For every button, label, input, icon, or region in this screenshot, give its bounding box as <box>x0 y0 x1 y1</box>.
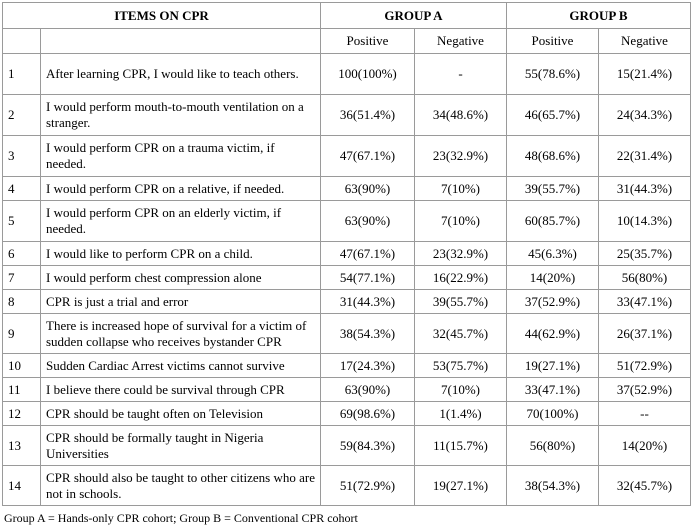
items-header: ITEMS ON CPR <box>3 3 321 29</box>
group-b-negative: -- <box>599 402 691 426</box>
group-a-negative: 7(10%) <box>415 177 507 201</box>
row-item: I would perform CPR on a trauma victim, if needed. <box>41 136 321 177</box>
row-item: I would perform chest compression alone <box>41 266 321 290</box>
group-b-negative: 51(72.9%) <box>599 354 691 378</box>
row-number: 4 <box>3 177 41 201</box>
row-number: 13 <box>3 426 41 466</box>
group-a-positive: 63(90%) <box>321 378 415 402</box>
group-a-negative: 1(1.4%) <box>415 402 507 426</box>
group-b-negative: 24(34.3%) <box>599 95 691 136</box>
table-row <box>3 402 691 426</box>
table-row <box>3 314 691 354</box>
table-row <box>3 426 691 466</box>
row-number: 7 <box>3 266 41 290</box>
group-b-header: GROUP B <box>507 3 691 29</box>
group-b-positive: 37(52.9%) <box>507 290 599 314</box>
group-a-negative-header: Negative <box>415 29 507 54</box>
group-b-positive: 55(78.6%) <box>507 54 599 95</box>
group-a-negative: 34(48.6%) <box>415 95 507 136</box>
table-row <box>3 466 691 506</box>
group-a-positive: 36(51.4%) <box>321 95 415 136</box>
group-a-positive: 59(84.3%) <box>321 426 415 466</box>
row-number: 9 <box>3 314 41 354</box>
row-item: CPR should also be taught to other citizens who are not in schools. <box>41 466 321 506</box>
group-a-positive: 17(24.3%) <box>321 354 415 378</box>
row-number: 11 <box>3 378 41 402</box>
group-b-positive: 19(27.1%) <box>507 354 599 378</box>
table-row <box>3 354 691 378</box>
group-b-negative: 56(80%) <box>599 266 691 290</box>
table-row <box>3 378 691 402</box>
group-a-positive: 38(54.3%) <box>321 314 415 354</box>
group-a-negative: 19(27.1%) <box>415 466 507 506</box>
group-b-positive: 39(55.7%) <box>507 177 599 201</box>
row-number: 2 <box>3 95 41 136</box>
table-row <box>3 266 691 290</box>
row-item: I believe there could be survival through CPR <box>41 378 321 402</box>
group-b-positive: 70(100%) <box>507 402 599 426</box>
row-item: CPR should be formally taught in Nigeria Universities <box>41 426 321 466</box>
row-item: I would perform mouth-to-mouth ventilation on a stranger. <box>41 95 321 136</box>
group-a-positive: 100(100%) <box>321 54 415 95</box>
group-b-positive: 44(62.9%) <box>507 314 599 354</box>
group-b-negative: 22(31.4%) <box>599 136 691 177</box>
table-row <box>3 290 691 314</box>
group-a-header: GROUP A <box>321 3 507 29</box>
row-item: I would perform CPR on a relative, if needed. <box>41 177 321 201</box>
group-a-negative: 23(32.9%) <box>415 242 507 266</box>
row-item: Sudden Cardiac Arrest victims cannot survive <box>41 354 321 378</box>
group-a-negative: 16(22.9%) <box>415 266 507 290</box>
group-b-negative-header: Negative <box>599 29 691 54</box>
table-row <box>3 177 691 201</box>
group-b-negative: 10(14.3%) <box>599 201 691 242</box>
group-b-positive: 33(47.1%) <box>507 378 599 402</box>
group-a-positive: 63(90%) <box>321 177 415 201</box>
table-subheader-row <box>3 29 691 54</box>
table-row <box>3 54 691 95</box>
row-number: 3 <box>3 136 41 177</box>
group-b-positive: 14(20%) <box>507 266 599 290</box>
blank-item-header <box>41 29 321 54</box>
row-item: After learning CPR, I would like to teach others. <box>41 54 321 95</box>
group-b-negative: 14(20%) <box>599 426 691 466</box>
blank-num-header <box>3 29 41 54</box>
table-row <box>3 201 691 242</box>
group-b-positive: 45(6.3%) <box>507 242 599 266</box>
row-number: 8 <box>3 290 41 314</box>
group-b-negative: 32(45.7%) <box>599 466 691 506</box>
group-b-positive: 60(85.7%) <box>507 201 599 242</box>
row-number: 10 <box>3 354 41 378</box>
table-row <box>3 242 691 266</box>
group-a-positive: 47(67.1%) <box>321 136 415 177</box>
group-a-negative: 7(10%) <box>415 201 507 242</box>
group-b-positive-header: Positive <box>507 29 599 54</box>
group-a-positive: 54(77.1%) <box>321 266 415 290</box>
row-number: 1 <box>3 54 41 95</box>
group-a-positive: 47(67.1%) <box>321 242 415 266</box>
group-a-negative: 23(32.9%) <box>415 136 507 177</box>
row-number: 5 <box>3 201 41 242</box>
group-a-negative: 53(75.7%) <box>415 354 507 378</box>
cpr-items-table <box>2 2 691 506</box>
group-a-negative: 32(45.7%) <box>415 314 507 354</box>
row-item: CPR is just a trial and error <box>41 290 321 314</box>
group-b-negative: 26(37.1%) <box>599 314 691 354</box>
group-a-negative: 39(55.7%) <box>415 290 507 314</box>
group-a-negative: 11(15.7%) <box>415 426 507 466</box>
group-b-negative: 15(21.4%) <box>599 54 691 95</box>
group-a-positive: 69(98.6%) <box>321 402 415 426</box>
group-a-negative: - <box>415 54 507 95</box>
group-a-positive: 63(90%) <box>321 201 415 242</box>
group-b-positive: 48(68.6%) <box>507 136 599 177</box>
group-a-negative: 7(10%) <box>415 378 507 402</box>
row-item: I would perform CPR on an elderly victim, if needed. <box>41 201 321 242</box>
group-b-positive: 38(54.3%) <box>507 466 599 506</box>
group-b-positive: 56(80%) <box>507 426 599 466</box>
table-row <box>3 95 691 136</box>
table-row <box>3 136 691 177</box>
group-a-positive: 51(72.9%) <box>321 466 415 506</box>
row-item: CPR should be taught often on Television <box>41 402 321 426</box>
group-a-positive: 31(44.3%) <box>321 290 415 314</box>
group-b-negative: 25(35.7%) <box>599 242 691 266</box>
group-b-negative: 33(47.1%) <box>599 290 691 314</box>
row-item: I would like to perform CPR on a child. <box>41 242 321 266</box>
table-header-row <box>3 3 691 29</box>
row-number: 6 <box>3 242 41 266</box>
group-a-positive-header: Positive <box>321 29 415 54</box>
group-b-negative: 31(44.3%) <box>599 177 691 201</box>
row-number: 12 <box>3 402 41 426</box>
row-item: There is increased hope of survival for a victim of sudden collapse who receives bystander CPR <box>41 314 321 354</box>
table-footnote: Group A = Hands-only CPR cohort; Group B = Conventional CPR cohort <box>4 511 358 525</box>
group-b-negative: 37(52.9%) <box>599 378 691 402</box>
group-b-positive: 46(65.7%) <box>507 95 599 136</box>
row-number: 14 <box>3 466 41 506</box>
